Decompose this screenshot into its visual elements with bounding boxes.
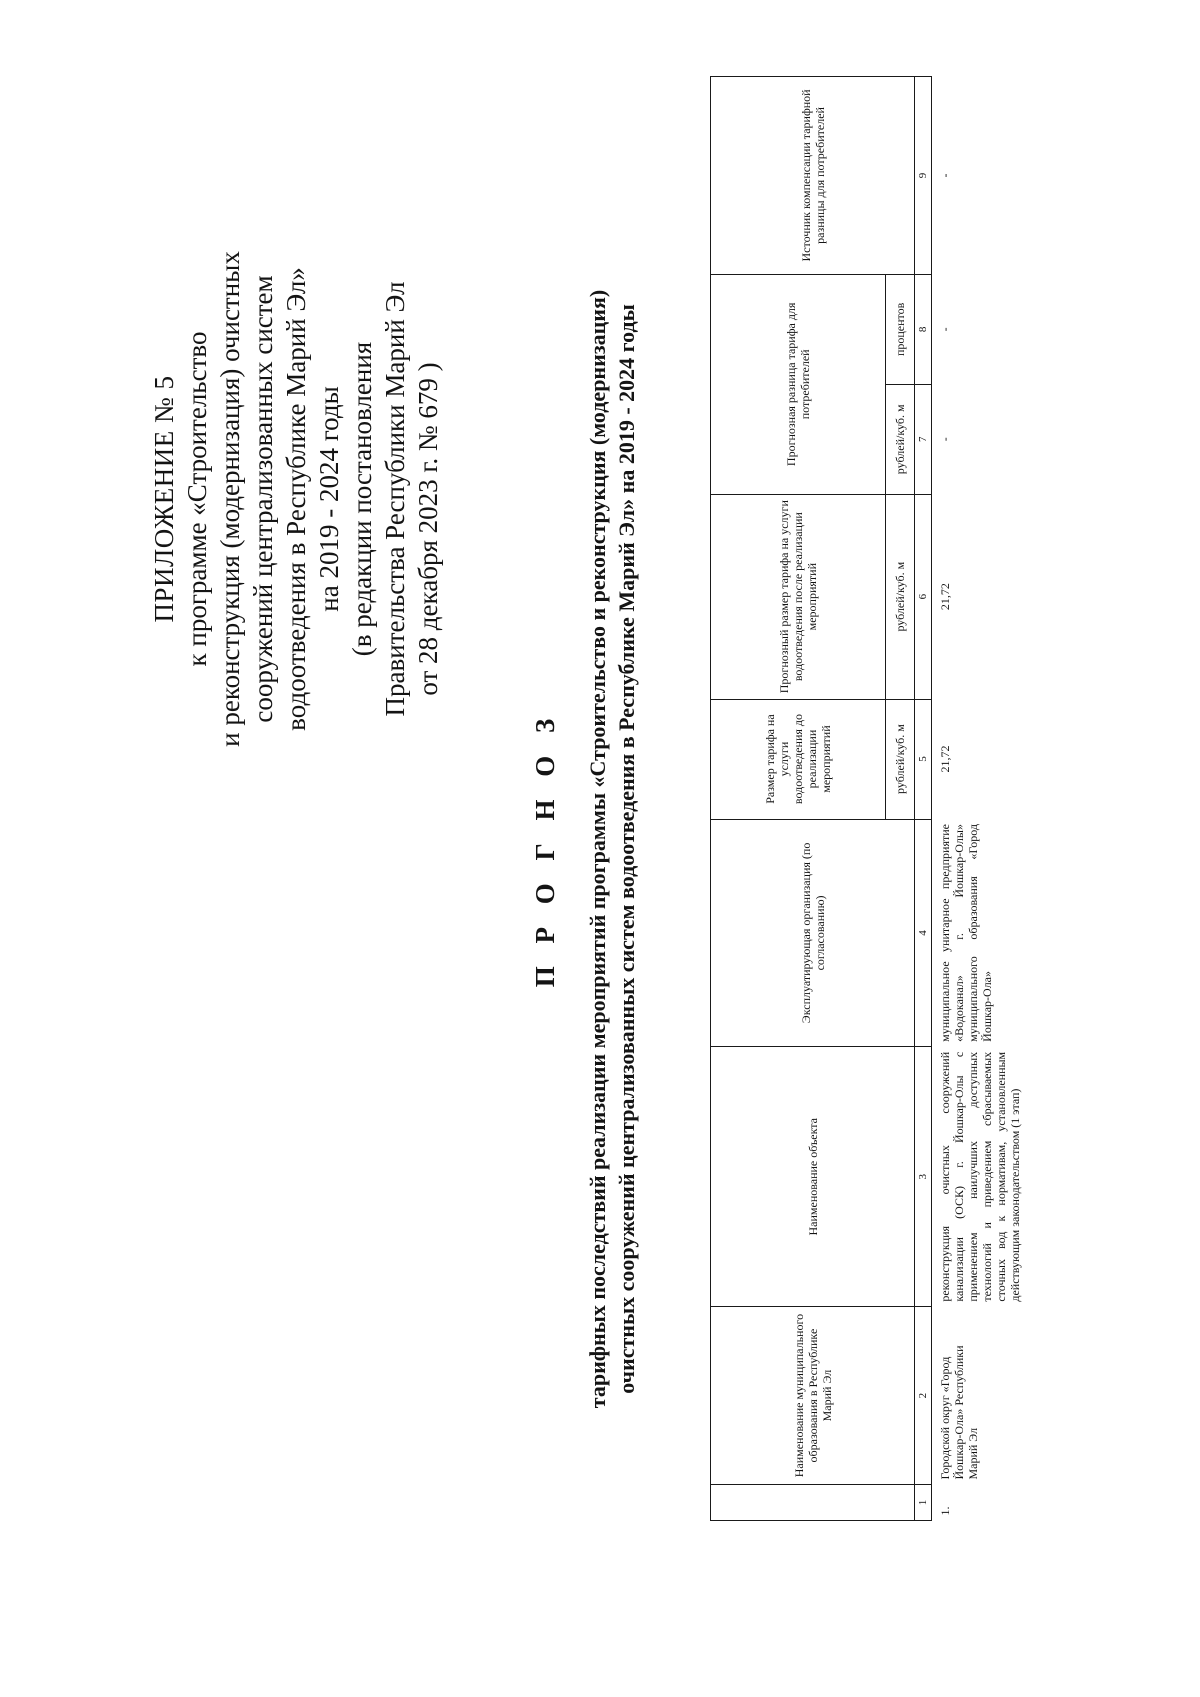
row-object: реконструкция очистных сооружений канализации (ОСК) г. Йошкар-Олы с применением наилучших доступных технологий и приведением сбрасываемых сточных вод к нормативам, установленным действующим законодательством (1 этап) bbox=[938, 1051, 1022, 1302]
row-tariff-before: 21,72 bbox=[938, 745, 952, 773]
unit-difference-rub: рублей/куб. м bbox=[886, 384, 915, 494]
document-page bbox=[60, 69, 1140, 1629]
row-municipality: Городской округ «Город Йошкар-Ола» Республики Марий Эл bbox=[938, 1344, 980, 1480]
column-number: 9 bbox=[915, 76, 932, 274]
appendix-header bbox=[148, 199, 445, 799]
appendix-line: водоотведения в Республике Марий Эл» bbox=[281, 266, 311, 731]
appendix-line: ПРИЛОЖЕНИЕ № 5 bbox=[149, 374, 179, 623]
appendix-line: и реконструкция (модернизация) очистных bbox=[215, 250, 245, 747]
column-number: 5 bbox=[915, 699, 932, 819]
column-number: 8 bbox=[915, 274, 932, 384]
row-organization: муниципальное унитарное предприятие «Водоканал» г. Йошкар-Олы» муниципального образования «Город Йошкар-Ола» bbox=[938, 823, 994, 1042]
unit-difference-percent: процентов bbox=[886, 274, 915, 384]
table-header-object: Наименование объекта bbox=[711, 1046, 915, 1306]
table-header-tariff-difference: Прогнозная разница тарифа для потребителей bbox=[711, 274, 886, 494]
row-difference-rub: - bbox=[938, 436, 952, 441]
column-number: 1 bbox=[915, 1484, 932, 1520]
appendix-line: от 28 декабря 2023 г. № 679 ) bbox=[413, 361, 443, 696]
column-number: 6 bbox=[915, 494, 932, 699]
forecast-title: П Р О Г Н О З bbox=[530, 710, 560, 987]
forecast-table bbox=[710, 76, 1028, 1521]
forecast-heading bbox=[530, 69, 641, 1629]
column-number: 4 bbox=[915, 819, 932, 1047]
table-header-compensation-source: Источник компенсации тарифной разницы для потребителей bbox=[711, 76, 915, 274]
table-header-municipality: Наименование муниципального образования в Республике Марий Эл bbox=[711, 1306, 915, 1484]
table-header-tariff-after: Прогнозный размер тарифа на услуги водоотведения после реализации мероприятий bbox=[711, 494, 886, 699]
forecast-subtitle-line-2: очистных сооружений централизованных систем водоотведения в Республике Марий Эл» на 2019 - 2024 годы bbox=[614, 303, 639, 1394]
row-number: 1. bbox=[938, 1506, 952, 1515]
unit-tariff-after: рублей/куб. м bbox=[886, 494, 915, 699]
unit-tariff-before: рублей/куб. м bbox=[886, 699, 915, 819]
table-row bbox=[932, 76, 1029, 1520]
column-number: 7 bbox=[915, 384, 932, 494]
table-header-empty bbox=[711, 1484, 915, 1520]
row-difference-percent: - bbox=[938, 326, 952, 331]
row-compensation-source: - bbox=[938, 172, 952, 177]
appendix-line: к программе «Строительство bbox=[182, 331, 212, 666]
column-number: 2 bbox=[915, 1306, 932, 1484]
table-header-tariff-before: Размер тарифа на услуги водоотведения до реализации мероприятий bbox=[711, 699, 886, 819]
appendix-line: сооружений централизованных систем bbox=[248, 274, 278, 723]
appendix-line: Правительства Республики Марий Эл bbox=[380, 281, 410, 716]
column-numbers-row bbox=[915, 76, 932, 1520]
row-tariff-after: 21,72 bbox=[938, 582, 952, 610]
table-header-organization: Эксплуатирующая организация (по согласованию) bbox=[711, 819, 915, 1047]
column-number: 3 bbox=[915, 1046, 932, 1306]
appendix-line: на 2019 - 2024 годы bbox=[314, 385, 344, 612]
appendix-line: (в редакции постановления bbox=[347, 341, 377, 656]
forecast-subtitle-line-1: тарифных последствий реализации мероприятий программы «Строительство и реконструкция (модернизация) bbox=[585, 289, 610, 1408]
